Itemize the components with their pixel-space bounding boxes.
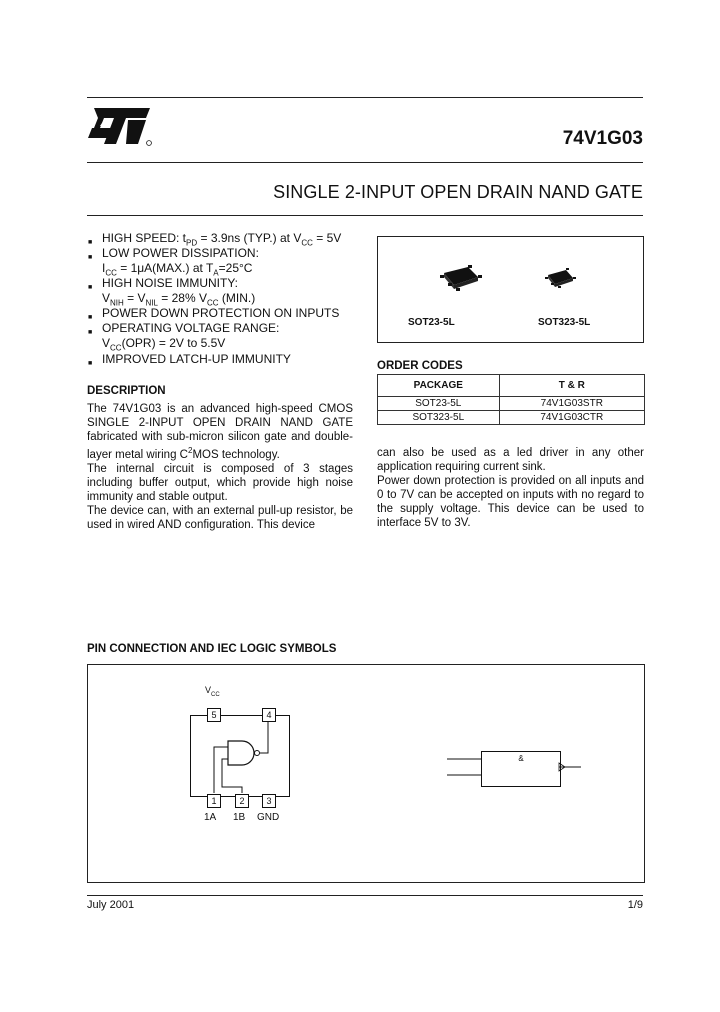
st-logo-icon [86, 106, 154, 148]
paragraph-text: The 74V1G03 is an advanced high-speed CMOS SINGLE 2-INPUT OPEN DRAIN NAND GATE fabricated with sub-micron silicon gate and double-layer metal wiring C [87, 403, 353, 461]
footer-page-number: 1/9 [627, 899, 643, 911]
footer-date: July 2001 [87, 899, 135, 911]
feature-text: OPERATING VOLTAGE RANGE: [102, 321, 280, 335]
feature-text: HIGH NOISE IMMUNITY: [102, 276, 239, 290]
order-codes-table [377, 374, 645, 425]
feature-text: = 1μA(MAX.) at T [116, 261, 214, 275]
table-cell: 74V1G03CTR [499, 411, 644, 425]
bullet-icon: ■ [88, 284, 93, 291]
feature-text: HIGH SPEED: t [102, 231, 187, 245]
pin-5: 5 [207, 708, 221, 722]
footer-rule [87, 895, 643, 896]
feature-sub: A [213, 268, 219, 278]
description-left-column [87, 402, 353, 532]
pin-connection-box [87, 664, 645, 883]
table-row [378, 411, 645, 425]
pin-label-1b: 1B [233, 812, 246, 823]
order-codes-heading: ORDER CODES [377, 360, 463, 372]
table-cell: 74V1G03STR [499, 397, 644, 411]
feature-text: POWER DOWN PROTECTION ON INPUTS [102, 306, 340, 320]
superscript: 2 [187, 446, 193, 455]
feature-sub: CC [110, 343, 122, 353]
column-header: PACKAGE [378, 375, 500, 397]
features-list [88, 231, 358, 367]
feature-item [88, 321, 358, 352]
feature-text: V [102, 336, 111, 350]
column-header: T & R [499, 375, 644, 397]
feature-item [88, 246, 358, 276]
description-right-column [377, 446, 644, 530]
feature-text: (MIN.) [218, 291, 256, 305]
feature-sub: CC [206, 298, 219, 308]
description-paragraph: The device can, with an external pull-up resistor, be used in wired AND configuration. This device [87, 504, 353, 531]
part-number: 74V1G03 [562, 128, 643, 149]
iec-connection-lines [433, 743, 603, 793]
description-paragraph [87, 402, 353, 462]
feature-text: =25°C [218, 261, 253, 275]
sot323-package-icon [544, 267, 576, 291]
vcc-text: V [205, 685, 212, 695]
feature-text: LOW POWER DISSIPATION: [102, 246, 259, 260]
feature-text: I [102, 261, 106, 275]
feature-text: (OPR) = 2V to 5.5V [121, 336, 226, 350]
feature-item [88, 276, 358, 306]
feature-text: = 28% V [157, 291, 207, 305]
pin-2: 2 [235, 794, 249, 808]
feature-item [88, 352, 358, 367]
bullet-icon: ■ [88, 254, 93, 261]
pin-4: 4 [262, 708, 276, 722]
st-logo [86, 106, 154, 148]
feature-sub: PD [186, 238, 198, 248]
package-label-sot323: SOT323-5L [538, 317, 591, 328]
feature-text: = 3.9ns (TYP.) at V [197, 231, 302, 245]
feature-text: IMPROVED LATCH-UP IMMUNITY [102, 352, 291, 366]
header-rule-mid [87, 162, 643, 163]
page-subtitle: SINGLE 2-INPUT OPEN DRAIN NAND GATE [273, 182, 643, 202]
paragraph-text: MOS technology. [192, 448, 280, 461]
bullet-icon: ■ [88, 239, 93, 246]
feature-text: V [102, 291, 111, 305]
logic-symbol: & [518, 754, 524, 763]
table-cell: SOT23-5L [378, 397, 500, 411]
description-paragraph: The internal circuit is composed of 3 stages including buffer output, which provide high noise immunity and stable output. [87, 462, 353, 503]
table-row [378, 397, 645, 411]
bullet-icon: ■ [88, 360, 93, 367]
feature-sub: CC [301, 238, 313, 248]
header-rule-top [87, 97, 643, 98]
feature-item [88, 306, 358, 321]
description-paragraph: Power down protection is provided on all inputs and 0 to 7V can be accepted on inputs with no regard to the supply voltage. This device can be used to interface 5V to 3V. [377, 475, 644, 529]
feature-sub: NIL [145, 298, 158, 308]
feature-sub: NIH [110, 298, 124, 308]
pin-label-gnd: GND [257, 812, 280, 823]
vcc-label [205, 685, 220, 698]
bullet-icon: ■ [88, 329, 93, 336]
package-image-box [377, 236, 644, 343]
pin-section-heading: PIN CONNECTION AND IEC LOGIC SYMBOLS [87, 643, 337, 655]
table-header-row [378, 375, 645, 397]
header-rule-bottom [87, 215, 643, 216]
feature-text: = V [123, 291, 146, 305]
feature-item [88, 231, 358, 246]
feature-sub: CC [105, 268, 117, 278]
sot23-package-icon [438, 263, 482, 293]
pin-3: 3 [262, 794, 276, 808]
feature-text: = 5V [312, 231, 342, 245]
nand-gate-icon [190, 721, 290, 795]
package-label-sot23: SOT23-5L [408, 317, 455, 328]
vcc-sub: CC [211, 691, 220, 698]
bullet-icon: ■ [88, 314, 93, 321]
pin-1: 1 [207, 794, 221, 808]
table-cell: SOT323-5L [378, 411, 500, 425]
description-paragraph: can also be used as a led driver in any other application requiring current sink. [377, 447, 644, 473]
description-heading: DESCRIPTION [87, 385, 166, 397]
pin-label-1a: 1A [204, 812, 217, 823]
